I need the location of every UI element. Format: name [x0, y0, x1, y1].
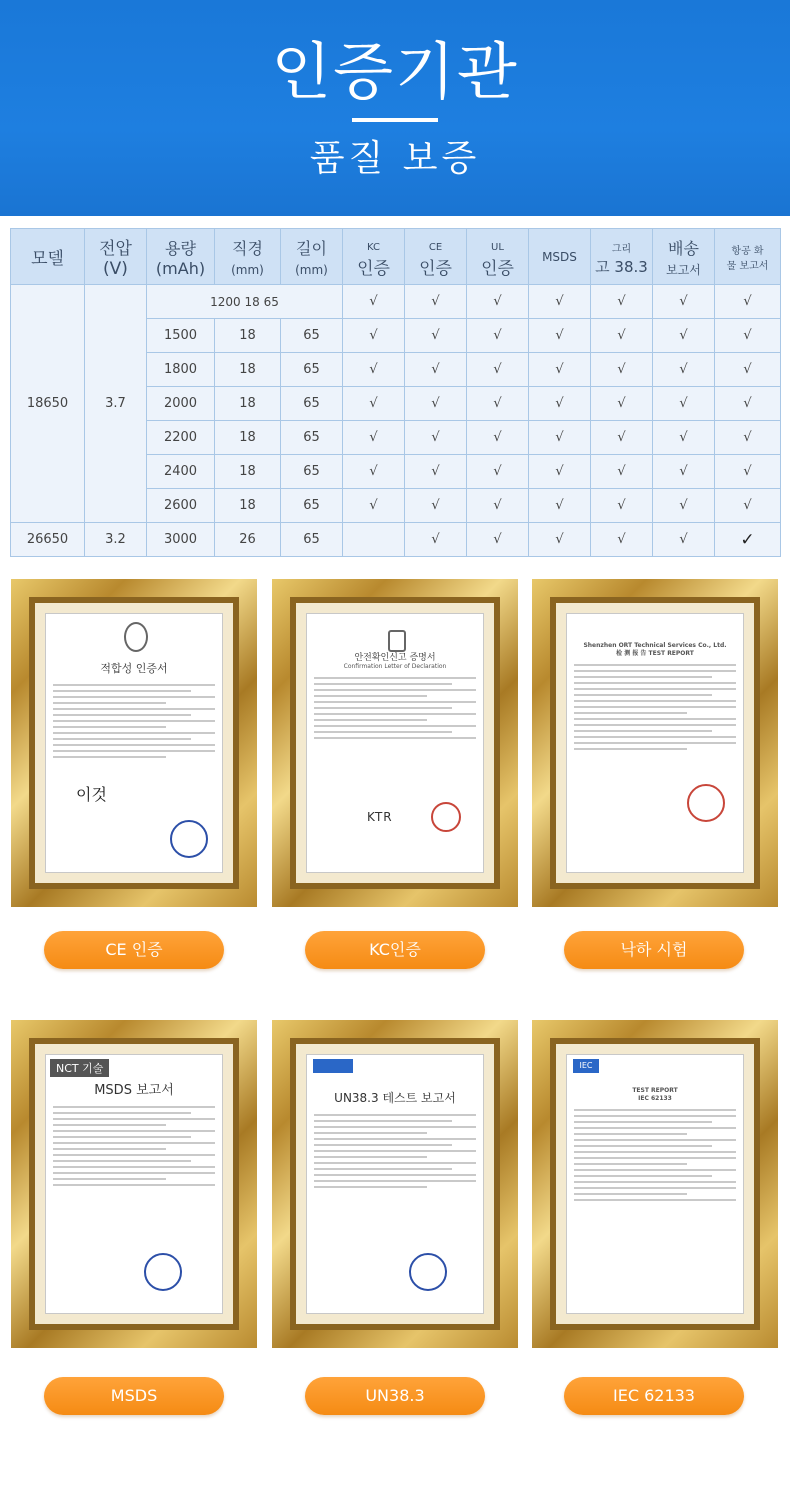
- stamp-icon: [409, 1253, 447, 1291]
- un383-button[interactable]: UN38.3: [305, 1377, 485, 1415]
- cell-diameter: 26: [215, 523, 281, 557]
- check-mark: √: [653, 489, 715, 523]
- check-mark: √: [405, 319, 467, 353]
- check-mark: √: [591, 319, 653, 353]
- cell-diameter: 18: [215, 387, 281, 421]
- col-header-air-cargo: 항공 화 물 보고서: [715, 229, 781, 285]
- empty-cell: [343, 523, 405, 557]
- check-mark: √: [529, 455, 591, 489]
- certificate-frame-drop-test: [532, 579, 778, 907]
- check-mark: √: [653, 455, 715, 489]
- cell-capacity: 2000: [147, 387, 215, 421]
- check-mark: √: [343, 489, 405, 523]
- cnas-logo-icon: [313, 1059, 353, 1073]
- certificate-frame-iec: [532, 1020, 778, 1348]
- check-mark: √: [715, 319, 781, 353]
- check-mark: √: [405, 387, 467, 421]
- col-header-model: 모델: [11, 229, 85, 285]
- check-mark: √: [653, 421, 715, 455]
- document-text-lines: [574, 1109, 736, 1201]
- check-mark: √: [591, 489, 653, 523]
- check-mark: √: [467, 489, 529, 523]
- col-header-msds: MSDS: [529, 229, 591, 285]
- check-mark: √: [591, 353, 653, 387]
- col-header-un383: 그리 고 38.3: [591, 229, 653, 285]
- col-header-ul: UL 인증: [467, 229, 529, 285]
- check-mark: √: [343, 319, 405, 353]
- certificate-frame-msds: [11, 1020, 257, 1348]
- check-mark: √: [405, 285, 467, 319]
- check-mark: √: [405, 489, 467, 523]
- check-mark: √: [529, 489, 591, 523]
- col-header-length: 길이 (mm): [281, 229, 343, 285]
- check-mark: √: [715, 421, 781, 455]
- check-mark: √: [529, 523, 591, 557]
- document-text-lines: [53, 1106, 215, 1186]
- cell-length: 65: [281, 523, 343, 557]
- cell-voltage-3-7: 3.7: [85, 285, 147, 523]
- check-mark: √: [529, 285, 591, 319]
- iec-report-title: TEST REPORT: [632, 1087, 678, 1094]
- cell-first-row-spec: 1200 18 65: [147, 285, 343, 319]
- cell-length: 65: [281, 455, 343, 489]
- msds-document: [45, 1054, 223, 1314]
- cell-capacity: 2400: [147, 455, 215, 489]
- kc-certificate-title: 안전확인신고 증명서: [354, 653, 436, 663]
- un383-document: [306, 1054, 484, 1314]
- iec-62133-button[interactable]: IEC 62133: [564, 1377, 744, 1415]
- page-subtitle: 품질 보증: [309, 138, 481, 179]
- iec-document: [566, 1054, 744, 1314]
- cell-capacity: 1800: [147, 353, 215, 387]
- document-text-lines: [314, 1114, 476, 1188]
- check-mark: √: [529, 353, 591, 387]
- kc-certificate-subtitle: Confirmation Letter of Declaration: [343, 663, 447, 670]
- check-mark: √: [653, 387, 715, 421]
- un383-title: UN38.3 테스트 보고서: [334, 1091, 456, 1105]
- cell-capacity: 3000: [147, 523, 215, 557]
- check-mark-bold: ✓: [715, 523, 781, 557]
- iec-report-subtitle: IEC 62133: [638, 1095, 672, 1102]
- cell-diameter: 18: [215, 489, 281, 523]
- check-mark: √: [529, 319, 591, 353]
- check-mark: √: [653, 285, 715, 319]
- cell-length: 65: [281, 319, 343, 353]
- ort-report-title: Shenzhen ORT Technical Services Co., Ltd.: [583, 642, 727, 649]
- msds-button[interactable]: MSDS: [44, 1377, 224, 1415]
- check-mark: √: [405, 353, 467, 387]
- check-mark: √: [405, 421, 467, 455]
- stamp-icon: [170, 820, 208, 858]
- check-mark: √: [715, 353, 781, 387]
- check-mark: √: [715, 285, 781, 319]
- col-header-voltage: 전압 (V): [85, 229, 147, 285]
- certificate-logo-icon: [124, 622, 148, 652]
- iec-logo-icon: IEC: [573, 1059, 599, 1073]
- table-row: [11, 285, 781, 319]
- col-header-kc: KC 인증: [343, 229, 405, 285]
- certificate-frame-ce: [11, 579, 257, 907]
- check-mark: √: [467, 455, 529, 489]
- page-title: 인증기관: [271, 35, 519, 108]
- check-mark: √: [467, 387, 529, 421]
- table-row: [11, 523, 781, 557]
- check-mark: √: [715, 489, 781, 523]
- check-mark: √: [343, 285, 405, 319]
- kc-certification-button[interactable]: KC인증: [305, 931, 485, 969]
- cell-length: 65: [281, 421, 343, 455]
- check-mark: √: [653, 523, 715, 557]
- document-text-lines: [314, 677, 476, 739]
- cell-diameter: 18: [215, 421, 281, 455]
- check-mark: √: [467, 319, 529, 353]
- document-text-lines: [53, 684, 215, 758]
- col-header-ce: CE 인증: [405, 229, 467, 285]
- table-header-row: [11, 229, 781, 285]
- kc-certificate-document: [306, 613, 484, 873]
- check-mark: √: [343, 421, 405, 455]
- document-text-lines: [574, 664, 736, 750]
- cell-capacity: 2200: [147, 421, 215, 455]
- cell-model-26650: 26650: [11, 523, 85, 557]
- check-mark: √: [405, 523, 467, 557]
- cell-diameter: 18: [215, 319, 281, 353]
- check-mark: √: [467, 421, 529, 455]
- kc-logo-icon: [388, 630, 406, 652]
- check-mark: √: [405, 455, 467, 489]
- ktr-org-name: KTR: [367, 810, 393, 824]
- check-mark: √: [467, 353, 529, 387]
- drop-test-button[interactable]: 낙하 시험: [564, 931, 744, 969]
- certificate-frame-un383: [272, 1020, 518, 1348]
- check-mark: √: [343, 387, 405, 421]
- ce-note-text: 이것: [76, 785, 107, 804]
- stamp-icon: [687, 784, 725, 822]
- title-divider: [352, 118, 438, 122]
- check-mark: √: [343, 353, 405, 387]
- check-mark: √: [715, 455, 781, 489]
- cell-length: 65: [281, 489, 343, 523]
- cell-voltage-3-2: 3.2: [85, 523, 147, 557]
- check-mark: √: [591, 285, 653, 319]
- check-mark: √: [591, 387, 653, 421]
- ort-report-subtitle: 检 测 报 告 TEST REPORT: [616, 650, 694, 657]
- drop-test-document: [566, 613, 744, 873]
- check-mark: √: [467, 523, 529, 557]
- ce-certification-button[interactable]: CE 인증: [44, 931, 224, 969]
- header-banner: [0, 0, 790, 216]
- col-header-shipping: 배송 보고서: [653, 229, 715, 285]
- check-mark: √: [343, 455, 405, 489]
- cell-length: 65: [281, 387, 343, 421]
- check-mark: √: [591, 455, 653, 489]
- col-header-diameter: 직경 (mm): [215, 229, 281, 285]
- check-mark: √: [653, 353, 715, 387]
- cell-capacity: 2600: [147, 489, 215, 523]
- stamp-icon: [431, 802, 461, 832]
- ce-certificate-title: 적합성 인증서: [100, 662, 168, 675]
- check-mark: √: [591, 421, 653, 455]
- check-mark: √: [529, 387, 591, 421]
- check-mark: √: [715, 387, 781, 421]
- check-mark: √: [591, 523, 653, 557]
- check-mark: √: [529, 421, 591, 455]
- check-mark: √: [653, 319, 715, 353]
- cell-length: 65: [281, 353, 343, 387]
- col-header-capacity: 용량 (mAh): [147, 229, 215, 285]
- cell-diameter: 18: [215, 455, 281, 489]
- stamp-icon: [144, 1253, 182, 1291]
- check-mark: √: [467, 285, 529, 319]
- cell-model-18650: 18650: [11, 285, 85, 523]
- nct-badge: NCT 기술: [50, 1059, 109, 1077]
- certificate-frame-kc: [272, 579, 518, 907]
- cell-capacity: 1500: [147, 319, 215, 353]
- spec-table: [10, 228, 781, 557]
- cell-diameter: 18: [215, 353, 281, 387]
- msds-title: MSDS 보고서: [94, 1083, 174, 1098]
- ce-certificate-document: [45, 613, 223, 873]
